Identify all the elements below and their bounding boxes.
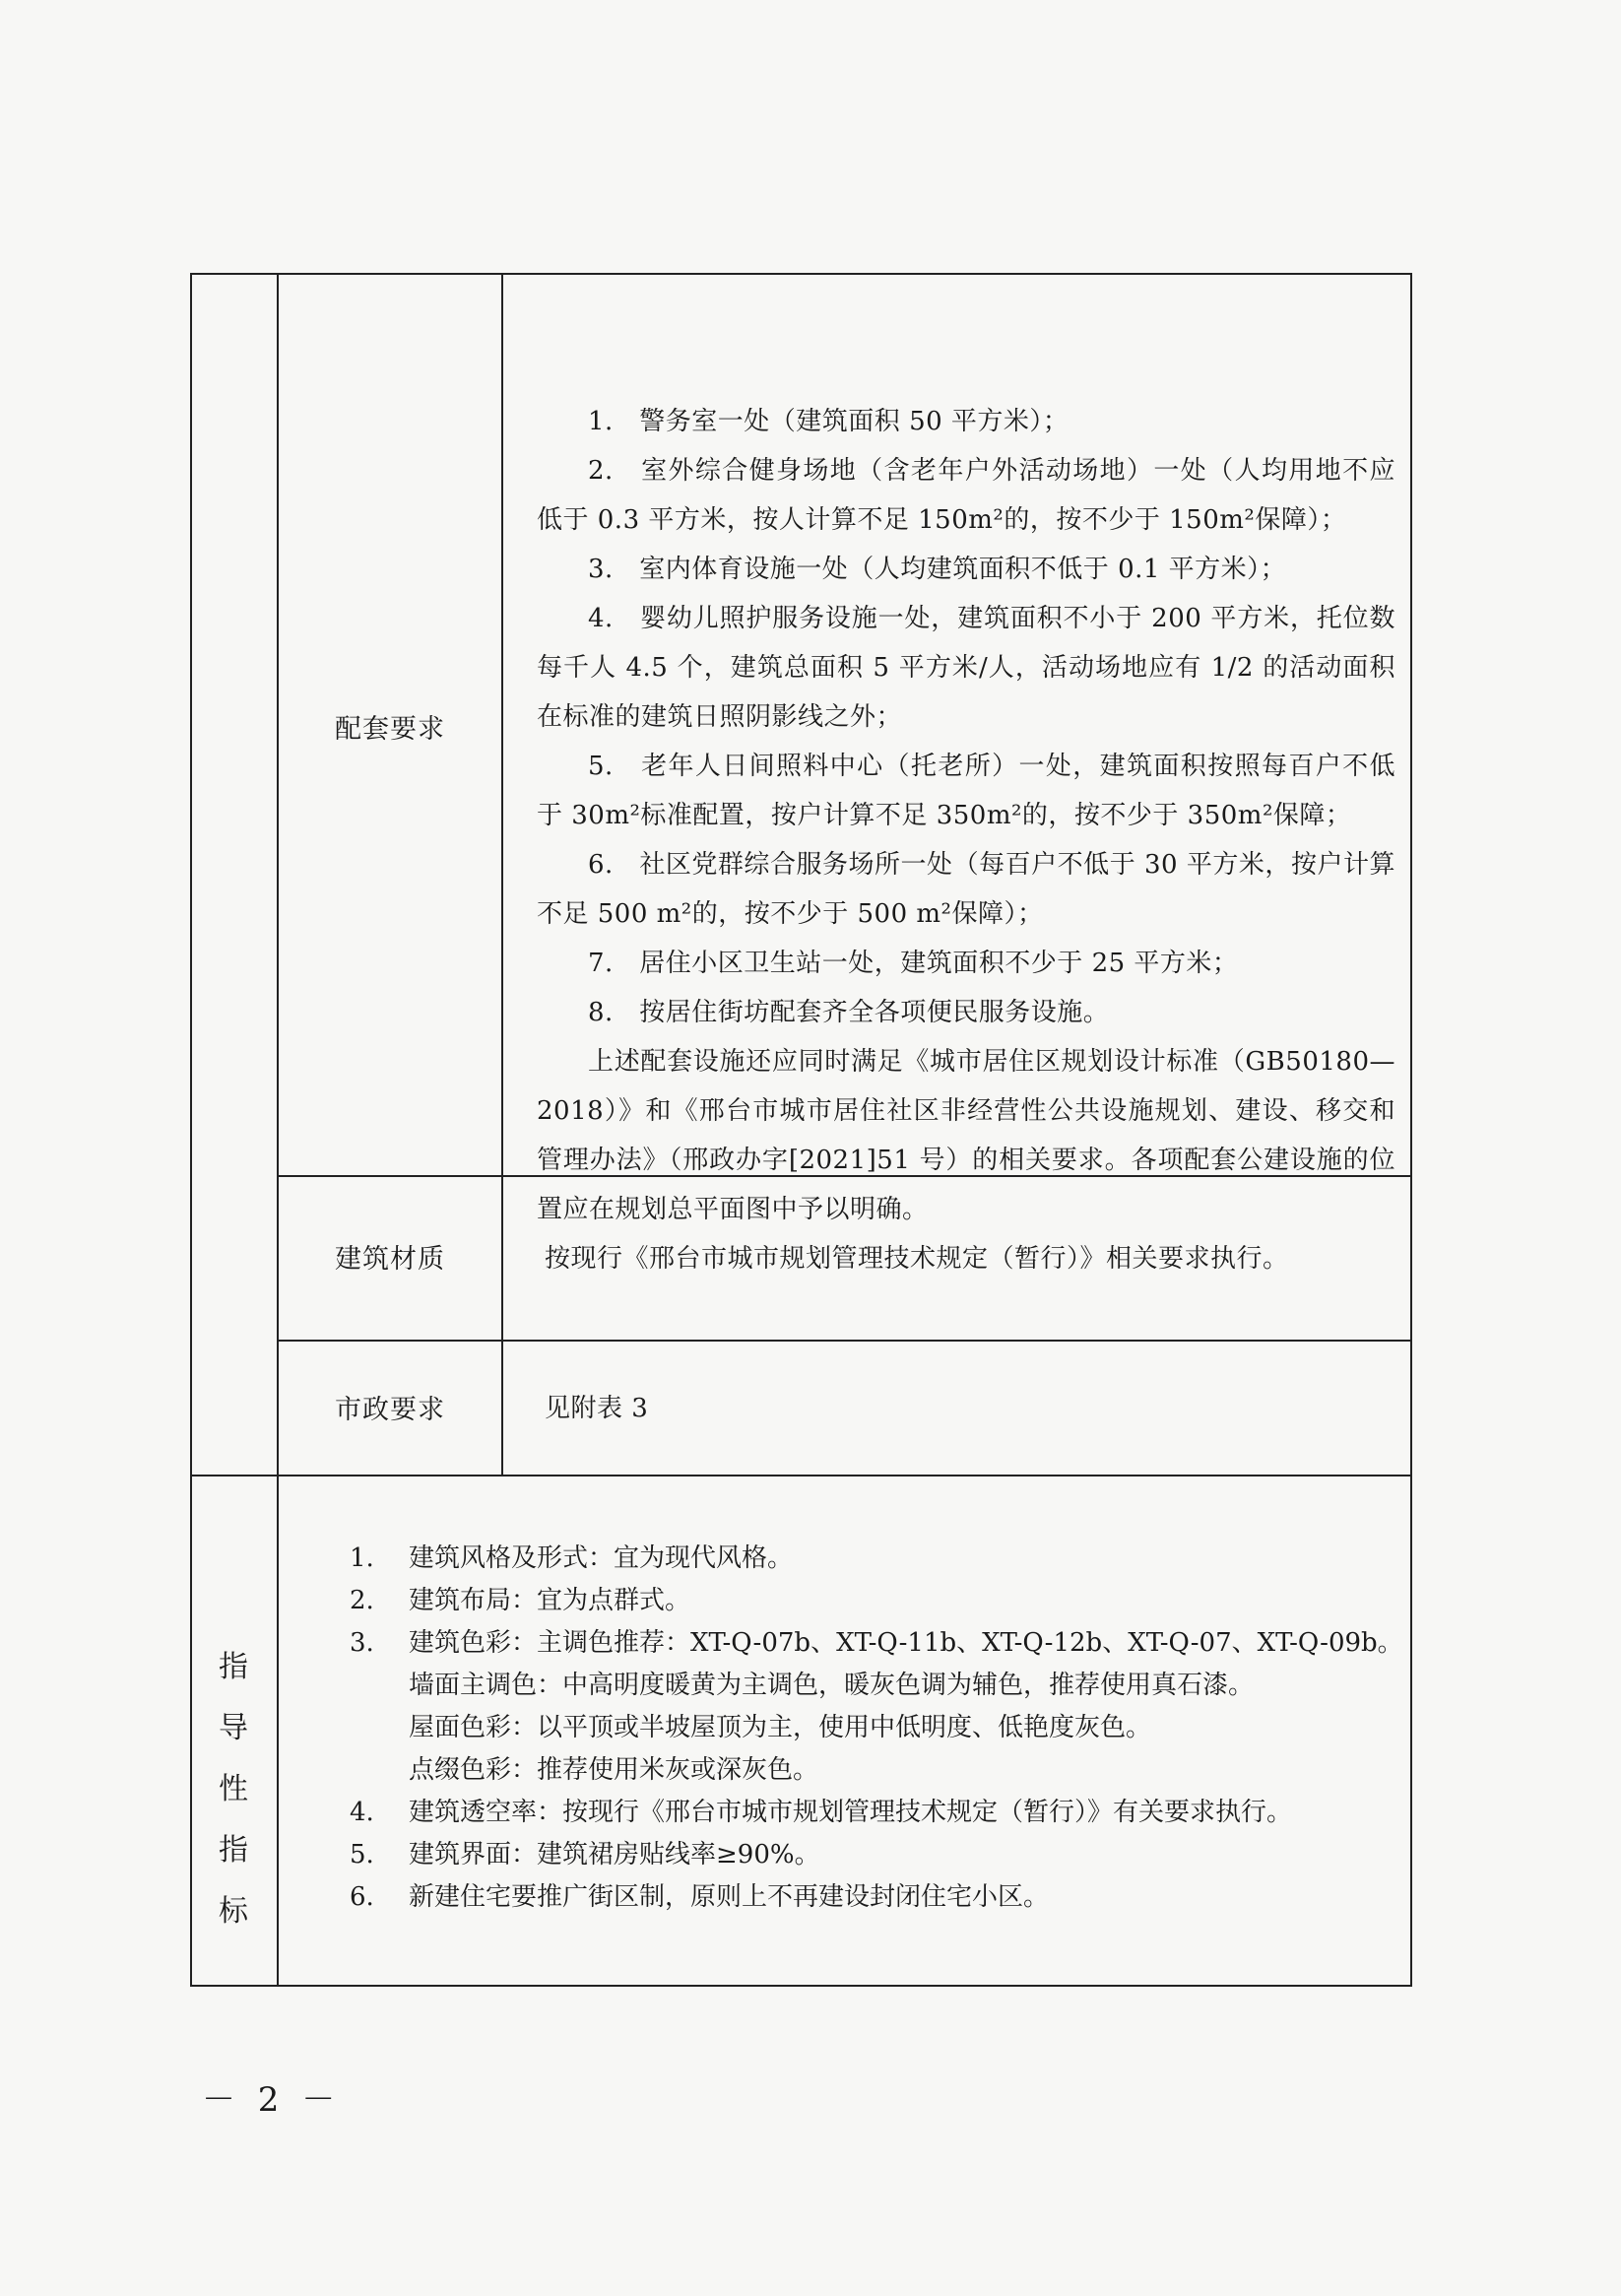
list-item [350,1538,1403,1580]
list-item: 4. 婴幼儿照护服务设施一处，建筑面积不小于 200 平方米，托位数每千人 4.5 个，建筑总面积 5 平方米/人，活动场地应有 1/2 的活动面积在标准的建筑日照阴影线之外； [537,604,1395,732]
list-item: 2. 室外综合健身场地（含老年户外活动场地）一处（人均用地不应低于 0.3 平方米，按人计算不足 150m²的，按不少于 150m²保障）； [537,456,1395,535]
guidance-label-char: 性 [219,1772,248,1806]
table-line [277,273,279,1987]
list-item-number: 1. [350,1543,374,1573]
list-item-text: 建筑布局：宜为点群式。 [409,1586,691,1615]
list-item-number: 6. [350,1882,374,1912]
material-content: 按现行《邢台市城市规划管理技术规定（暂行）》相关要求执行。 [545,1244,1289,1274]
page-number: － 2 － [202,2080,342,2120]
guidance-label [190,1637,277,1942]
list-item-text: 建筑风格及形式：宜为现代风格。 [409,1543,794,1573]
guidance-label-char: 导 [219,1711,248,1745]
guidance-list [350,1538,1403,1919]
list-item-text: 建筑透空率：按现行《邢台市城市规划管理技术规定（暂行）》有关要求执行。 [409,1798,1293,1827]
list-item-text: 建筑色彩：主调色推荐：XT-Q-07b、XT-Q-11b、XT-Q-12b、XT-Q-07、XT-Q-09b。 [409,1628,1403,1658]
guidance-label-char: 指 [219,1650,248,1684]
list-item [350,1622,1403,1665]
list-sub-item: 墙面主调色：中高明度暖黄为主调色，暖灰色调为辅色，推荐使用真石漆。 [409,1671,1255,1700]
row-label-material: 建筑材质 [335,1244,445,1275]
list-item [350,1834,1403,1876]
guidance-label-char: 标 [219,1894,248,1929]
list-item [350,1876,1403,1919]
list-item-number: 4. [350,1798,374,1827]
list-item-text: 建筑界面：建筑裙房贴线率≥90%。 [409,1840,820,1870]
list-item: 7. 居住小区卫生站一处，建筑面积不少于 25 平方米； [588,949,1239,978]
list-item: 8. 按居住街坊配套齐全各项便民服务设施。 [588,998,1110,1027]
list-item-number: 3. [350,1628,374,1658]
table-line [277,1340,1412,1342]
list-item: 5. 老年人日间照料中心（托老所）一处，建筑面积按照每百户不低于 30m²标准配置，按户计算不足 350m²的，按不少于 350m²保障； [537,752,1395,830]
row-label-supporting: 配套要求 [335,714,445,745]
table-line [501,273,503,1475]
list-item [350,1792,1403,1834]
list-item [350,1580,1403,1622]
guidance-label-char: 指 [219,1833,248,1868]
list-sub-item: 点缀色彩：推荐使用米灰或深灰色。 [409,1755,819,1785]
list-item-number: 2. [350,1586,374,1615]
list-item-text: 新建住宅要推广街区制，原则上不再建设封闭住宅小区。 [409,1882,1050,1912]
supporting-note: 上述配套设施还应同时满足《城市居住区规划设计标准（GB50180—2018）》和《邢台市城市居住社区非经营性公共设施规划、建设、移交和管理办法》（邢政办字[2021]51 号）的相关要求。各项配套公建设施的位置应在规划总平面图中予以明确。 [537,1047,1395,1224]
municipal-content: 见附表 3 [545,1394,649,1423]
row-label-municipal: 市政要求 [335,1395,445,1425]
supporting-requirements [537,397,1395,1234]
list-sub-item: 屋面色彩：以平顶或半坡屋顶为主，使用中低明度、低艳度灰色。 [409,1713,1152,1742]
list-item: 1. 警务室一处（建筑面积 50 平方米）； [588,407,1070,436]
list-item: 6. 社区党群综合服务场所一处（每百户不低于 30 平方米，按户计算不足 500 m²的，按不少于 500 m²保障）； [537,850,1395,929]
table-line [190,1475,1412,1476]
list-item-number: 5. [350,1840,374,1870]
list-item: 3. 室内体育设施一处（人均建筑面积不低于 0.1 平方米）； [588,555,1287,584]
